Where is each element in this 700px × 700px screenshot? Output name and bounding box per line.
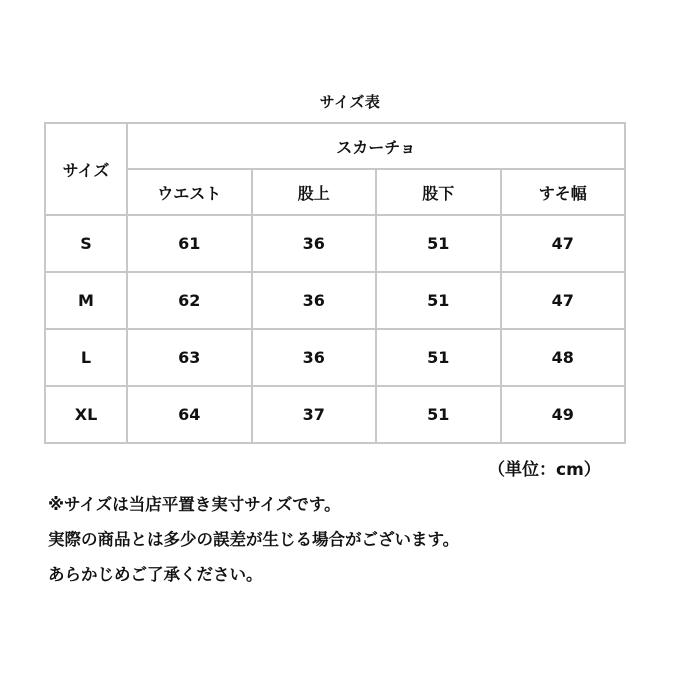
- waist-cell: 64: [127, 386, 252, 443]
- table-row: [45, 215, 625, 272]
- size-cell: XL: [45, 386, 127, 443]
- rise-cell: 37: [252, 386, 377, 443]
- rise-cell: 36: [252, 272, 377, 329]
- size-table: [44, 122, 626, 444]
- note-line: ※サイズは当店平置き実寸サイズです。: [48, 495, 341, 514]
- column-header-inseam: 股下: [376, 169, 501, 215]
- note-line: あらかじめご了承ください。: [48, 565, 263, 584]
- hem-width-cell: 47: [501, 215, 626, 272]
- inseam-cell: 51: [376, 386, 501, 443]
- table-row: [45, 329, 625, 386]
- column-header-rise: 股上: [252, 169, 377, 215]
- inseam-cell: 51: [376, 272, 501, 329]
- inseam-cell: 51: [376, 329, 501, 386]
- size-column-header: サイズ: [45, 123, 127, 215]
- waist-cell: 63: [127, 329, 252, 386]
- table-column-header-row: [45, 169, 625, 215]
- table-row: [45, 272, 625, 329]
- notes: [48, 487, 459, 592]
- table-row: [45, 386, 625, 443]
- hem-width-cell: 48: [501, 329, 626, 386]
- size-cell: M: [45, 272, 127, 329]
- hem-width-cell: 47: [501, 272, 626, 329]
- column-header-waist: ウエスト: [127, 169, 252, 215]
- size-cell: L: [45, 329, 127, 386]
- table-group-header-row: [45, 123, 625, 169]
- waist-cell: 62: [127, 272, 252, 329]
- unit-label: （単位：cm）: [488, 460, 601, 480]
- rise-cell: 36: [252, 215, 377, 272]
- waist-cell: 61: [127, 215, 252, 272]
- column-header-hem-width: すそ幅: [501, 169, 626, 215]
- page-title: サイズ表: [319, 93, 381, 111]
- note-line: 実際の商品とは多少の誤差が生じる場合がございます。: [48, 530, 460, 549]
- size-cell: S: [45, 215, 127, 272]
- inseam-cell: 51: [376, 215, 501, 272]
- product-group-header: スカーチョ: [127, 123, 625, 169]
- rise-cell: 36: [252, 329, 377, 386]
- hem-width-cell: 49: [501, 386, 626, 443]
